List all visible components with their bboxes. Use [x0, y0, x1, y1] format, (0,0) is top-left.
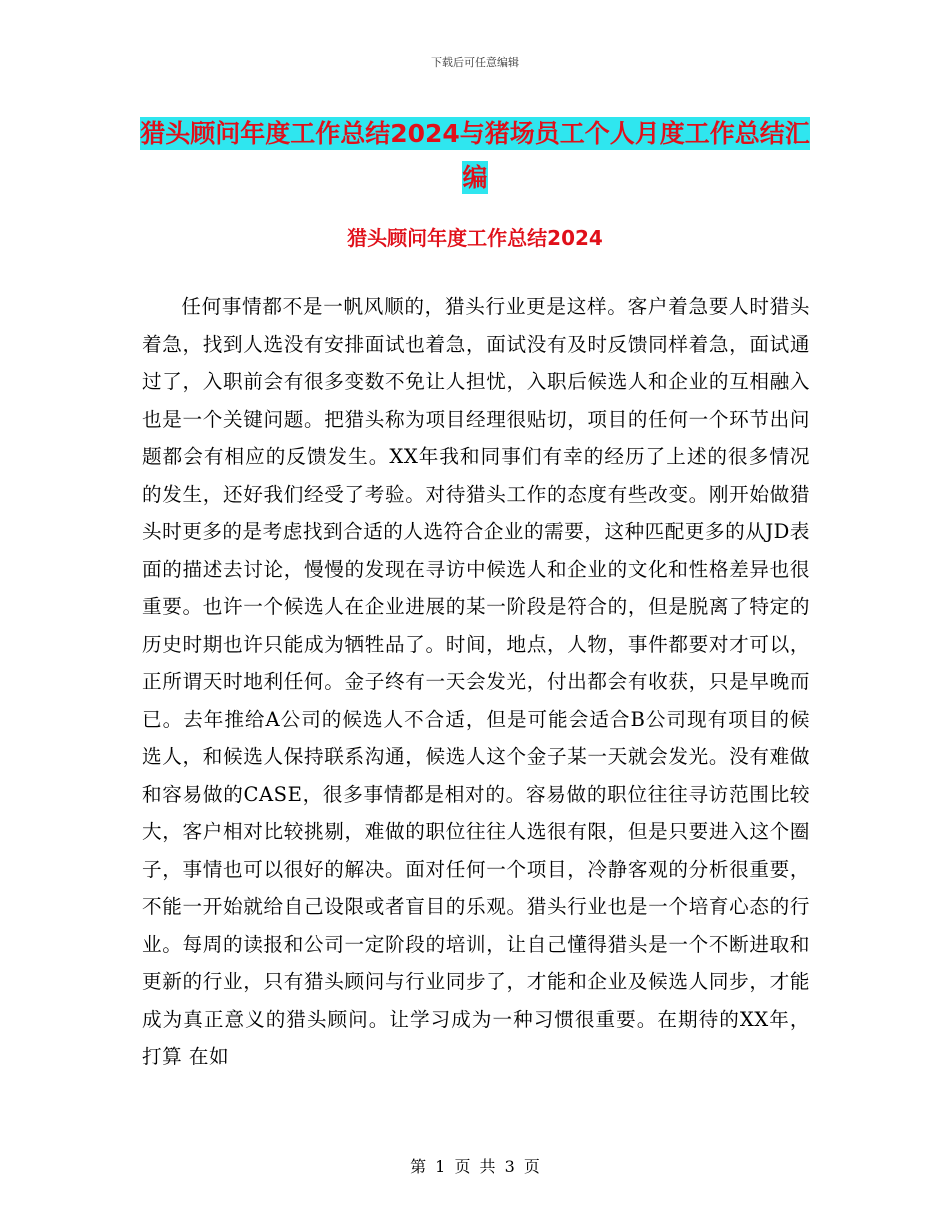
document-title-highlight: 猎头顾问年度工作总结2024与猪场员工个人月度工作总结汇编: [140, 119, 810, 192]
header-note: 下载后可任意编辑: [431, 56, 519, 69]
page-number-footer: 第 1 页 共 3 页: [410, 1157, 540, 1176]
body-paragraph: 任何事情都不是一帆风顺的，猎头行业更是这样。客户着急要人时猎头着急，找到人选没有安排面试也着急，面试没有及时反馈同样着急，面试通过了，入职前会有很多变数不免让人担忧，入职后候选人和企业的互相融入也是一个关键问题。把猎头称为项目经理很贴切，项目的任何一个环节出问题都会有相应的反馈发生。XX年我和同事们有幸的经历了上述的很多情况的发生，还好我们经受了考验。对待猎头工作的态度有些改变。刚开始做猎头时更多的是考虑找到合适的人选符合企业的需要，这种匹配更多的从JD表面的描述去讨论，慢慢的发现在寻访中候选人和企业的文化和性格差异也很重要。也许一个候选人在企业进展的某一阶段是符合的，但是脱离了特定的历史时期也许只能成为牺牲品了。时间，地点，人物，事件都要对才可以，正所谓天时地利任何。金子终有一天会发光，付出都会有收获，只是早晚而已。去年推给A公司的候选人不合适，但是可能会适合B公司现有项目的候选人，和候选人保持联系沟通，候选人这个金子某一天就会发光。没有难做和容易做的CASE，很多事情都是相对的。容易做的职位往往寻访范围比较大，客户相对比较挑剔，难做的职位往往人选很有限，但是只要进入这个圈子，事情也可以很好的解决。面对任何一个项目，冷静客观的分析很重要，不能一开始就给自己设限或者盲目的乐观。猎头行业也是一个培育心态的行业。每周的读报和公司一定阶段的培训，让自己懂得猎头是一个不断进取和更新的行业，只有猎头顾问与行业同步了，才能和企业及候选人同步，才能成为真正意义的猎头顾问。让学习成为一种习惯很重要。在期待的XX年，打算 在如: [142, 295, 810, 1068]
section-title: 猎头顾问年度工作总结2024: [347, 226, 603, 250]
document-title: [140, 112, 810, 200]
